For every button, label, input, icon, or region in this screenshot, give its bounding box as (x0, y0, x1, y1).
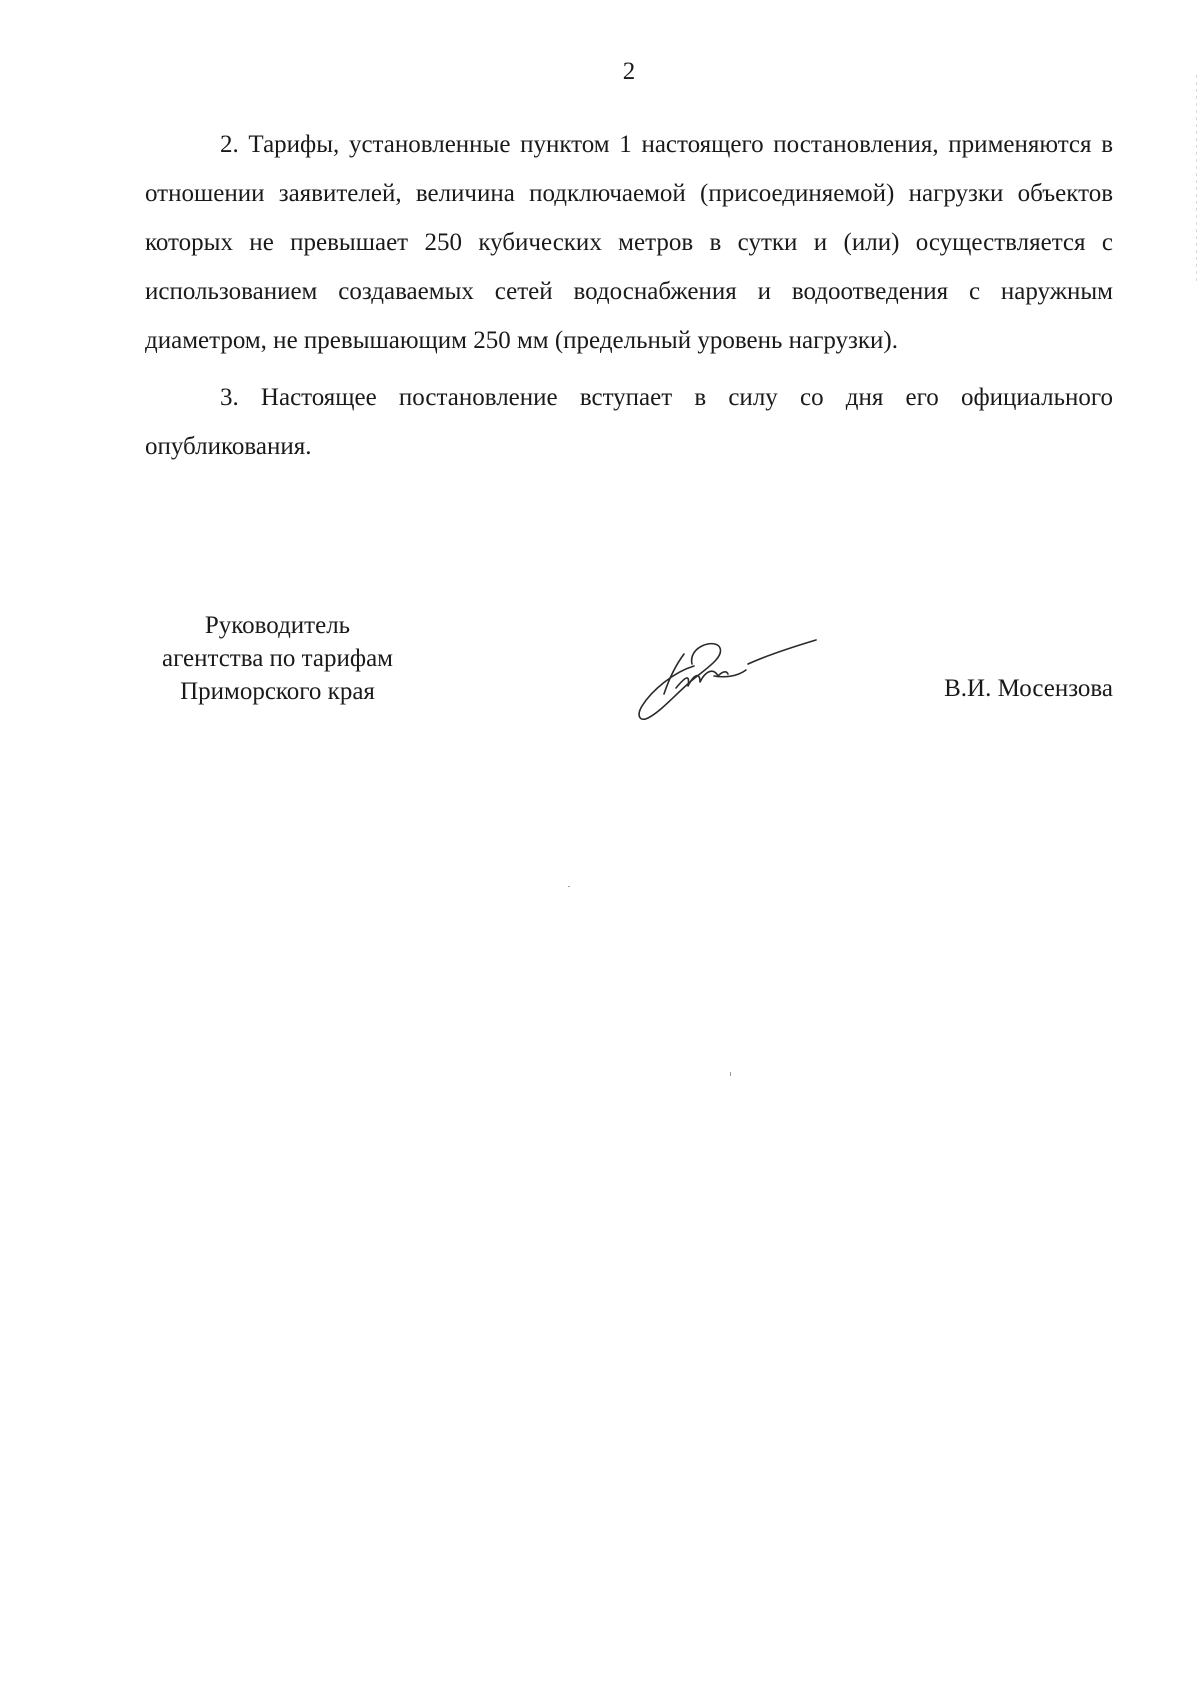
handwritten-signature (630, 624, 820, 724)
signer-name: В.И. Мосензова (944, 675, 1113, 702)
signer-title (145, 609, 410, 708)
paragraph-entry-into-force: 3. Настоящее постановление вступает в силу со дня его официального опубликования. (145, 384, 1113, 460)
signer-title-line: Приморского края (180, 678, 375, 705)
page-number: 2 (622, 58, 636, 85)
signer-title-line: Руководитель (204, 612, 351, 639)
scan-speck (568, 886, 570, 887)
document-body (145, 120, 1113, 471)
paragraph-tariff-application: 2. Тарифы, установленные пунктом 1 настоящего постановления, применяются в отношении заявителей, величина подключаемой (присоединяемой) нагрузки объектов которых не превышает 250 кубических метров в сутки и (или) осуществляется с использованием создаваемых сетей водоснабжения и водоотведения с наружным диаметром, не превышающим 250 мм (предельный уровень нагрузки). (145, 131, 1113, 354)
scan-speck (730, 1072, 731, 1076)
signer-title-line: агентства по тарифам (161, 645, 394, 672)
signature-block (145, 609, 1113, 719)
scan-edge-artifact (1196, 75, 1197, 285)
